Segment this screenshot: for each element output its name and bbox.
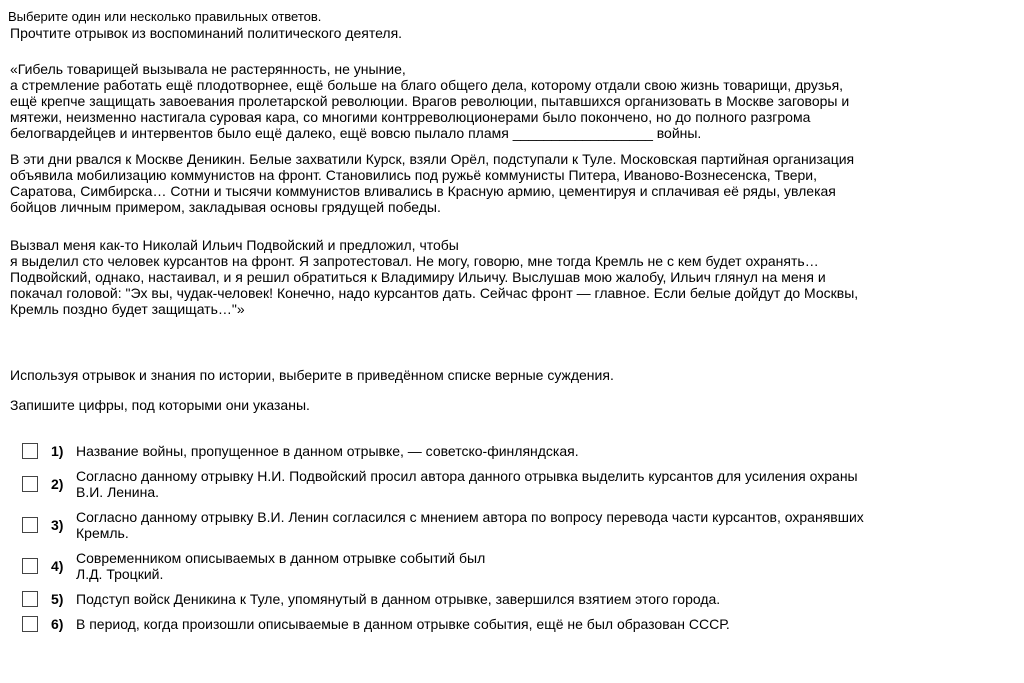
option-text-line: Название войны, пропущенное в данном отрывке, — советско-финляндская.	[76, 443, 579, 459]
passage-line: Кремль поздно будет защищать…"»	[10, 301, 245, 317]
passage-line: Вызвал меня как-то Николай Ильич Подвойский и предложил, чтобы	[10, 237, 459, 253]
option-4-number: 4)	[51, 558, 64, 574]
checkbox-option-1[interactable]	[22, 443, 38, 459]
choose-statements-instruction: Используя отрывок и знания по истории, выберите в приведённом списке верные суждения.	[10, 367, 614, 383]
passage-line: покачал головой: "Эх вы, чудак-человек! Конечно, надо курсантов дать. Сейчас фронт — главное. Если белые дойдут до Москвы,	[10, 285, 859, 301]
write-digits-instruction: Запишите цифры, под которыми они указаны.	[10, 397, 310, 413]
answer-option-5[interactable]	[10, 591, 1014, 607]
option-2-text	[76, 468, 858, 500]
option-2-number: 2)	[51, 476, 64, 492]
answer-options-list	[10, 443, 1014, 632]
answer-option-2[interactable]	[10, 468, 1014, 500]
question-header	[10, 9, 1014, 41]
passage-line: ещё крепче защищать завоевания пролетарской революции. Врагов революции, пытавшихся организовать в Москве заговоры и	[10, 93, 850, 109]
checkbox-option-6[interactable]	[22, 616, 38, 632]
read-passage-instruction: Прочтите отрывок из воспоминаний политического деятеля.	[10, 25, 403, 41]
passage-line: я выделил сто человек курсантов на фронт. Я запротестовал. Не могу, говорю, мне тогда Кремль не с кем будет охранять…	[10, 253, 819, 269]
passage-paragraph-2	[10, 151, 1014, 215]
option-text-line: В период, когда произошли описываемые в данном отрывке события, ещё не был образован СССР.	[76, 616, 730, 632]
option-text-line: В.И. Ленина.	[76, 484, 160, 500]
passage-line: бойцов личным примером, закладывая основы грядущей победы.	[10, 199, 441, 215]
option-5-number: 5)	[51, 591, 64, 607]
passage-line: мятежи, неизменно настигала суровая кара, со многими контрреволюционерами было покончено, но до полного разгрома	[10, 109, 811, 125]
passage-line: «Гибель товарищей вызывала не растерянность, не уныние,	[10, 61, 406, 77]
option-1-number: 1)	[51, 443, 64, 459]
passage-paragraph-3	[10, 237, 1014, 317]
passage-line: объявила мобилизацию коммунистов на фронт. Становились под ружьё коммунисты Питера, Иваново-Вознесенска, Твери,	[10, 167, 818, 183]
option-text-line: Подступ войск Деникина к Туле, упомянутый в данном отрывке, завершился взятием этого города.	[76, 591, 721, 607]
option-3-text	[76, 509, 864, 541]
select-answers-instruction: Выберите один или несколько правильных ответов.	[8, 9, 322, 24]
option-text-line: Современником описываемых в данном отрывке событий был	[76, 550, 486, 566]
passage-line: В эти дни рвался к Москве Деникин. Белые захватили Курск, взяли Орёл, подступали к Туле. Московская партийная организация	[10, 151, 855, 167]
answer-option-1[interactable]	[10, 443, 1014, 459]
passage-line: Подвойский, однако, настаивал, и я решил обратиться к Владимиру Ильичу. Выслушав мою жалобу, Ильич глянул на меня и	[10, 269, 826, 285]
answer-option-3[interactable]	[10, 509, 1014, 541]
option-6-number: 6)	[51, 616, 64, 632]
option-text-line: Согласно данному отрывку В.И. Ленин согласился с мнением автора по вопросу перевода части курсантов, охранявших	[76, 509, 864, 525]
option-text-line: Кремль.	[76, 525, 129, 541]
passage-line-with-blank: белогвардейцев и интервентов было ещё далеко, ещё вовсю пылало пламя __________________ войны.	[10, 125, 702, 141]
option-3-number: 3)	[51, 517, 64, 533]
memoir-passage	[10, 61, 1014, 317]
option-text-line: Согласно данному отрывку Н.И. Подвойский просил автора данного отрывка выделить курсантов для усиления охраны	[76, 468, 858, 484]
option-text-line: Л.Д. Троцкий.	[76, 566, 164, 582]
checkbox-option-2[interactable]	[22, 476, 38, 492]
passage-line: Саратова, Симбирска… Сотни и тысячи коммунистов вливались в Красную армию, цементируя и сплачивая её ряды, увлекая	[10, 183, 836, 199]
checkbox-option-5[interactable]	[22, 591, 38, 607]
answer-option-4[interactable]	[10, 550, 1014, 582]
option-1-text	[76, 443, 579, 459]
checkbox-option-3[interactable]	[22, 517, 38, 533]
checkbox-option-4[interactable]	[22, 558, 38, 574]
passage-line: а стремление работать ещё плодотворнее, ещё больше на благо общего дела, которому отдали свою жизнь товарищи, друзья,	[10, 77, 844, 93]
option-6-text	[76, 616, 730, 632]
passage-paragraph-1	[10, 61, 1014, 141]
answer-option-6[interactable]	[10, 616, 1014, 632]
option-4-text	[76, 550, 485, 582]
option-5-text	[76, 591, 720, 607]
task-instructions	[10, 367, 1014, 413]
